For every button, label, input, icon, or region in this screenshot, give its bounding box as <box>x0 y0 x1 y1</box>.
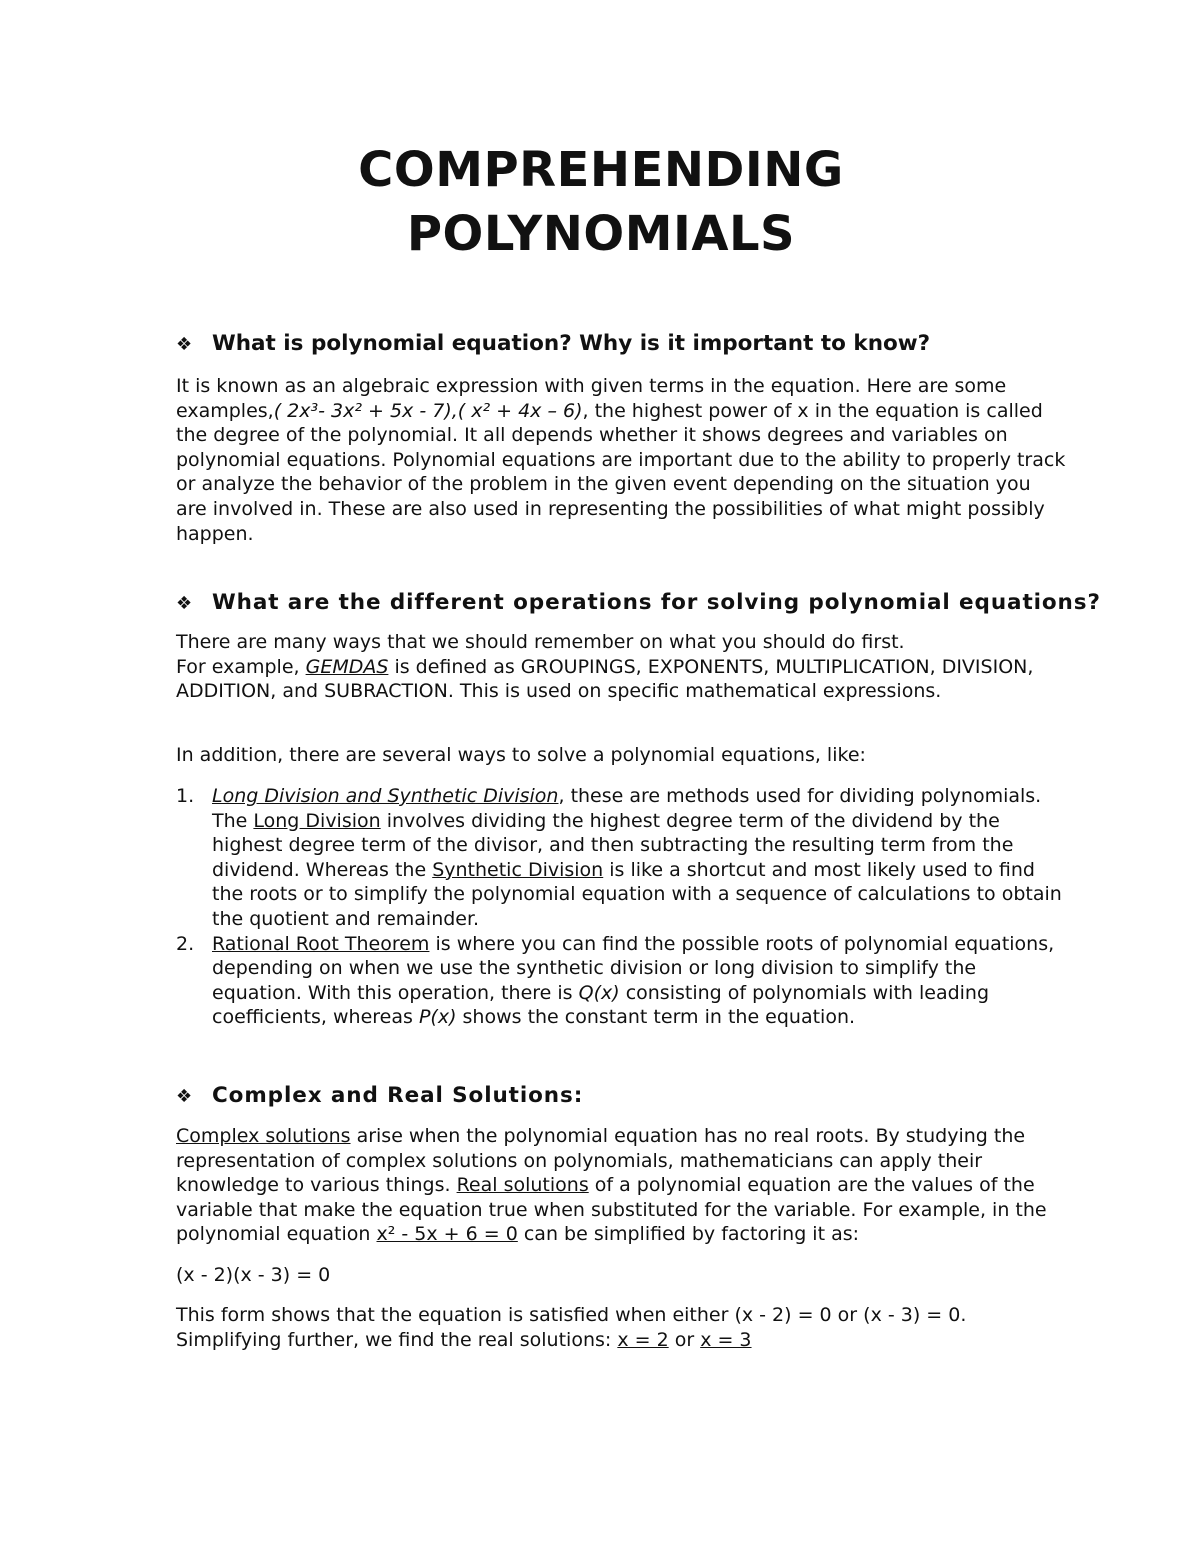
section-heading-complex-real <box>176 1082 583 1111</box>
solution-x-3: x = 3 <box>700 1328 752 1351</box>
example-equation: x² - 5x + 6 = 0 <box>376 1223 518 1246</box>
section-2-paragraph-2: In addition, there are several ways to solve a polynomial equations, like: <box>176 744 866 766</box>
list-item: 1. Long Division and Synthetic Division, these are methods used for dividing polynomials. The Long Division involves dividing the highest degree term of the dividend by the highest degree term of the divisor, and then subtracting the resulting term from the dividend. Whereas the Synthetic Division is like a shortcut and most likely used to find the roots or to simplify the polynomial equation with a sequence of calculations to obtain the quotient and remainder. <box>176 785 1062 930</box>
q-of-x: Q(x) <box>578 981 620 1004</box>
diamond-bullet-icon: ❖ <box>176 334 193 355</box>
document-title <box>176 138 1026 266</box>
section-3-paragraph-1: Complex solutions arise when the polynomial equation has no real roots. By studying the representation of complex solutions on polynomials, mathematicians can apply their knowledge to various things. Real solutions of a polynomial equation are the values of the variable that make the equation true when substituted for the variable. For example, in the polynomial equation x² - 5x + 6 = 0 can be simplified by factoring it as: <box>176 1125 1047 1246</box>
p-of-x: P(x) <box>418 1006 457 1029</box>
section-2-paragraph-1: There are many ways that we should remember on what you should do first. For example, GEMDAS is defined as GROUPINGS, EXPONENTS, MULTIPLICATION, DIVISION, ADDITION, and SUBRACTION. This is used on specific mathematical expressions. <box>176 631 1034 703</box>
section-3-paragraph-2: This form shows that the equation is satisfied when either (x - 2) = 0 or (x - 3) = 0. Simplifying further, we find the real solutions: x = 2 or x = 3 <box>176 1304 967 1351</box>
section-heading-text: Complex and Real Solutions: <box>212 1083 584 1108</box>
polynomial-examples: ( 2x³- 3x² + 5x - 7),( x² + 4x – 6) <box>273 399 583 422</box>
section-heading-text: What are the different operations for solving polynomial equations? <box>212 590 1101 615</box>
factored-equation: (x - 2)(x - 3) = 0 <box>176 1264 331 1286</box>
list-number: 1. <box>176 785 195 807</box>
division-methods-term: Long Division and Synthetic Division <box>212 785 559 807</box>
long-division-term: Long Division <box>253 809 381 832</box>
section-heading-polynomial-equation <box>176 330 930 359</box>
rational-root-theorem-term: Rational Root Theorem <box>212 932 430 955</box>
solving-methods-list <box>176 784 1066 1030</box>
list-item: 2. Rational Root Theorem is where you can find the possible roots of polynomial equations, depending on when we use the synthetic division or long division to simplify the equation. With this operation, there is Q(x) consisting of polynomials with leading coefficients, whereas P(x) shows the constant term in the equation. <box>176 932 1055 1029</box>
solution-x-2: x = 2 <box>617 1328 669 1351</box>
gemdas-term: GEMDAS <box>305 655 389 678</box>
real-solutions-term: Real solutions <box>456 1174 589 1197</box>
synthetic-division-term: Synthetic Division <box>432 858 604 881</box>
title-line-1: COMPREHENDING <box>358 142 844 198</box>
complex-solutions-term: Complex solutions <box>176 1125 351 1147</box>
diamond-bullet-icon: ❖ <box>176 593 193 614</box>
title-line-2: POLYNOMIALS <box>406 206 796 262</box>
diamond-bullet-icon: ❖ <box>176 1086 193 1107</box>
section-heading-text: What is polynomial equation? Why is it important to know? <box>212 331 931 356</box>
list-number: 2. <box>176 932 195 955</box>
section-heading-operations <box>176 589 1101 618</box>
section-1-paragraph: It is known as an algebraic expression with given terms in the equation. Here are some examples,( 2x³- 3x² + 5x - 7),( x² + 4x – 6), the highest power of x in the equation is called the degree of the polynomial. It all depends whether it shows degrees and variables on polynomial equations. Polynomial equations are important due to the ability to properly track or analyze the behavior of the problem in the given event depending on the situation you are involved in. These are also used in representing the possibilities of what might possibly happen. <box>176 375 1066 545</box>
